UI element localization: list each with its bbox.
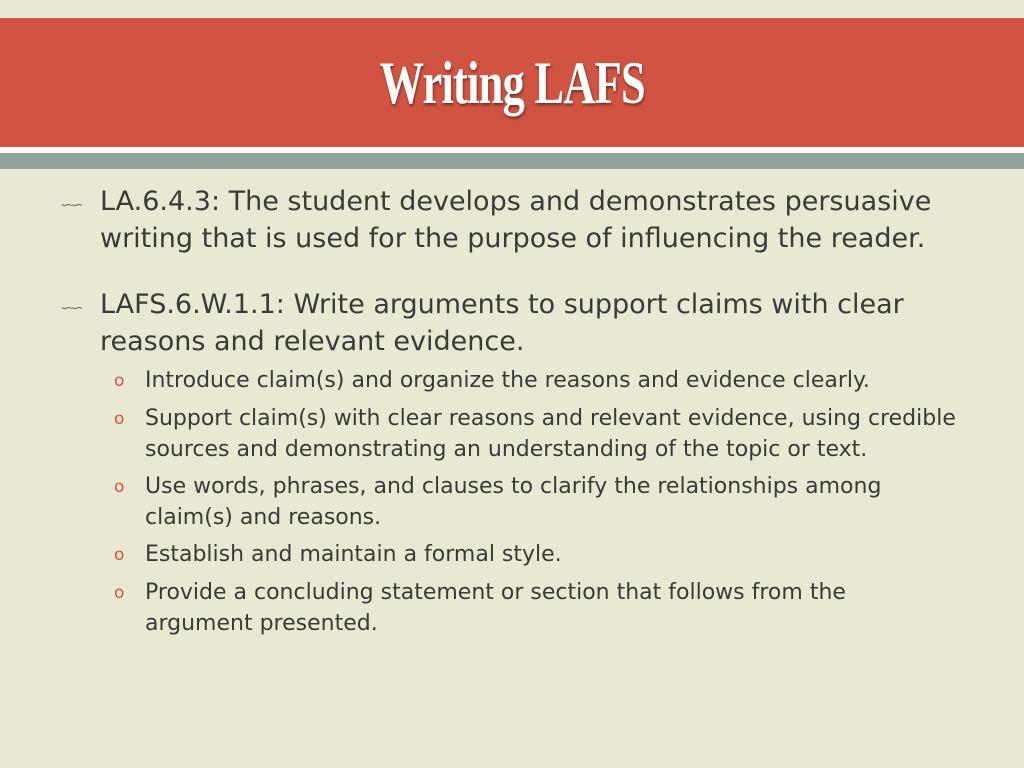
infinity-loop-icon: ∽∽ xyxy=(60,298,81,317)
sub-bullet-item xyxy=(114,577,960,639)
sub-bullet-item xyxy=(114,403,960,465)
bullet-text: LAFS.6.W.1.1: Write arguments to support claims with clear reasons and relevant evidence. xyxy=(100,289,904,357)
slide-title: Writing LAFS xyxy=(379,50,645,116)
sub-bullet-item xyxy=(114,365,960,397)
circle-outline-icon: o xyxy=(114,371,125,391)
sub-bullet-text: Introduce claim(s) and organize the reasons and evidence clearly. xyxy=(145,368,870,393)
slide-content xyxy=(60,183,960,645)
title-bar xyxy=(0,18,1024,147)
circle-outline-icon: o xyxy=(114,583,125,603)
bullet-text: LA.6.4.3: The student develops and demonstrates persuasive writing that is used for the purpose of influencing the reader. xyxy=(100,186,932,254)
bullet-item xyxy=(60,286,960,360)
sub-bullet-list xyxy=(114,365,960,639)
circle-outline-icon: o xyxy=(114,545,125,565)
sub-bullet-text: Support claim(s) with clear reasons and relevant evidence, using credible sources and demonstrating an understanding of the topic or text. xyxy=(145,406,956,462)
top-strip xyxy=(0,0,1024,14)
circle-outline-icon: o xyxy=(114,477,125,497)
sub-bullet-text: Establish and maintain a formal style. xyxy=(145,542,562,567)
circle-outline-icon: o xyxy=(114,409,125,429)
sub-bullet-text: Use words, phrases, and clauses to clarify the relationships among claim(s) and reasons. xyxy=(145,474,882,530)
sub-bullet-text: Provide a concluding statement or section that follows from the argument presented. xyxy=(145,580,846,636)
infinity-loop-icon: ∽∽ xyxy=(60,195,81,214)
accent-band xyxy=(0,153,1024,169)
sub-bullet-item xyxy=(114,539,960,571)
sub-bullet-item xyxy=(114,471,960,533)
bullet-item xyxy=(60,183,960,257)
